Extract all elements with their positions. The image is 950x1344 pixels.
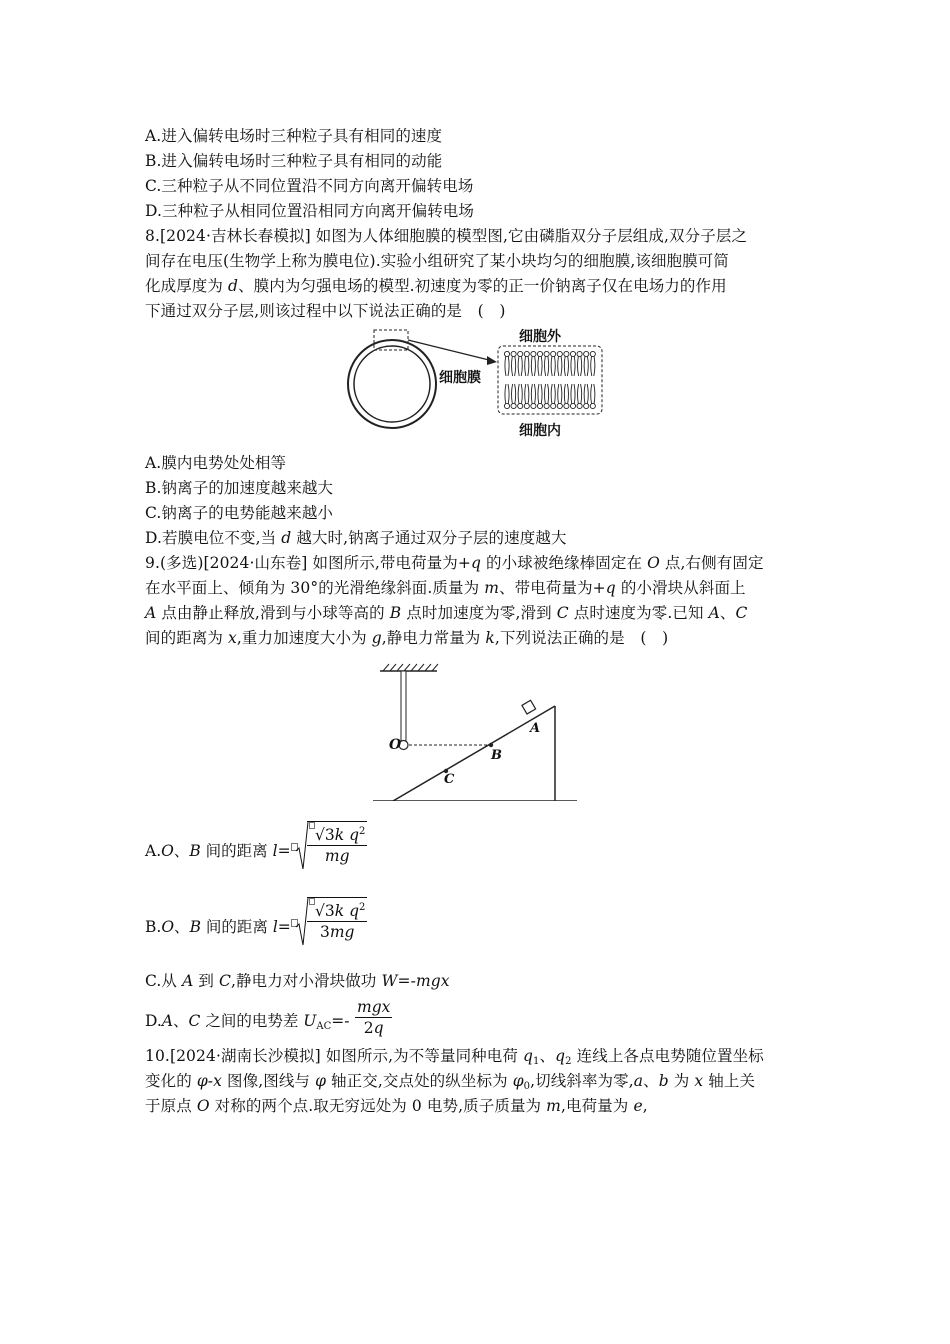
cell-membrane-figure (145, 324, 810, 449)
q9-stem-line3: A 点由静止释放,滑到与小球等高的 B 点时加速度为零,滑到 C 点时速度为零.已知 A、C (145, 604, 748, 622)
q9-option-c: C.从 A 到 C,静电力对小滑块做功 W=-mgx (145, 972, 450, 990)
q9-stem-line1: 9.(多选)[2024·山东卷] 如图所示,带电荷量为+q 的小球被绝缘棒固定在 O 点,右侧有固定 (145, 554, 764, 572)
q8-stem-line2: 间存在电压(生物学上称为膜电位).实验小组研究了某小块均匀的细胞膜,该细胞膜可简 (145, 252, 729, 270)
document-body (145, 124, 810, 1119)
q8-option-b: B.钠离子的加速度越来越大 (145, 479, 334, 497)
q8-stem-line3: 化成厚度为 d、膜内为匀强电场的模型.初速度为零的正一价钠离子仅在电场力的作用 (145, 277, 727, 295)
q7-option-b: B.进入偏转电场时三种粒子具有相同的动能 (145, 152, 443, 170)
label-o: O (389, 737, 402, 753)
label-inside: 细胞内 (519, 423, 561, 439)
label-a: A (530, 721, 541, 736)
q8-option-c: C.钠离子的电势能越来越小 (145, 504, 334, 522)
q8-stem-line1: 8.[2024·吉林长春模拟] 如图为人体细胞膜的模型图,它由磷脂双分子层组成,双分子层之 (145, 227, 748, 245)
q7-option-c: C.三种粒子从不同位置沿不同方向离开偏转电场 (145, 177, 474, 195)
label-outside: 细胞外 (519, 329, 561, 345)
label-membrane: 细胞膜 (439, 370, 481, 386)
q8-stem-line4: 下通过双分子层,则该过程中以下说法正确的是 ( ) (145, 302, 506, 320)
q7-option-d: D.三种粒子从相同位置沿相同方向离开偏转电场 (145, 202, 475, 220)
q9-option-d: D.A、C 之间的电势差 $U_{AC}=-$ mgx 2q (145, 998, 391, 1037)
q9-stem-line2: 在水平面上、倾角为 30°的光滑绝缘斜面.质量为 m、带电荷量为+q 的小滑块从斜面上 (145, 579, 746, 597)
q8-option-d: D.若膜电位不变,当 d 越大时,钠离子通过双分子层的速度越大 (145, 529, 567, 547)
incline-figure (145, 651, 810, 801)
q8-option-a: A.膜内电势处处相等 (145, 454, 287, 472)
q10-stem-line3: 于原点 O 对称的两个点.取无穷远处为 0 电势,质子质量为 m,电荷量为 e, (145, 1097, 648, 1115)
q9-option-a: A.O、B 间的距离 l= $\frac{√3k q^2}{mg}$ (145, 821, 810, 883)
q9-option-b: B.O、B 间的距离 l= $\frac{√3k q^2}{3mg}$ (145, 897, 810, 959)
q10-stem-line2: 变化的 φ-x 图像,图线与 φ 轴正交,交点处的纵坐标为 $\varphi_0$,切线斜率为零,a、b 为 x 轴上关 (145, 1072, 756, 1092)
label-c: C (444, 772, 455, 787)
q9-stem-line4: 间的距离为 x,重力加速度大小为 g,静电力常量为 k,下列说法正确的是 ( ) (145, 629, 669, 647)
label-b: B (491, 748, 502, 763)
q10-stem-line1: 10.[2024·湖南长沙模拟] 如图所示,为不等量同种电荷 $q_1$、$q_2$ 连线上各点电势随位置坐标 (145, 1047, 764, 1067)
q7-option-a: A.进入偏转电场时三种粒子具有相同的速度 (145, 127, 443, 145)
